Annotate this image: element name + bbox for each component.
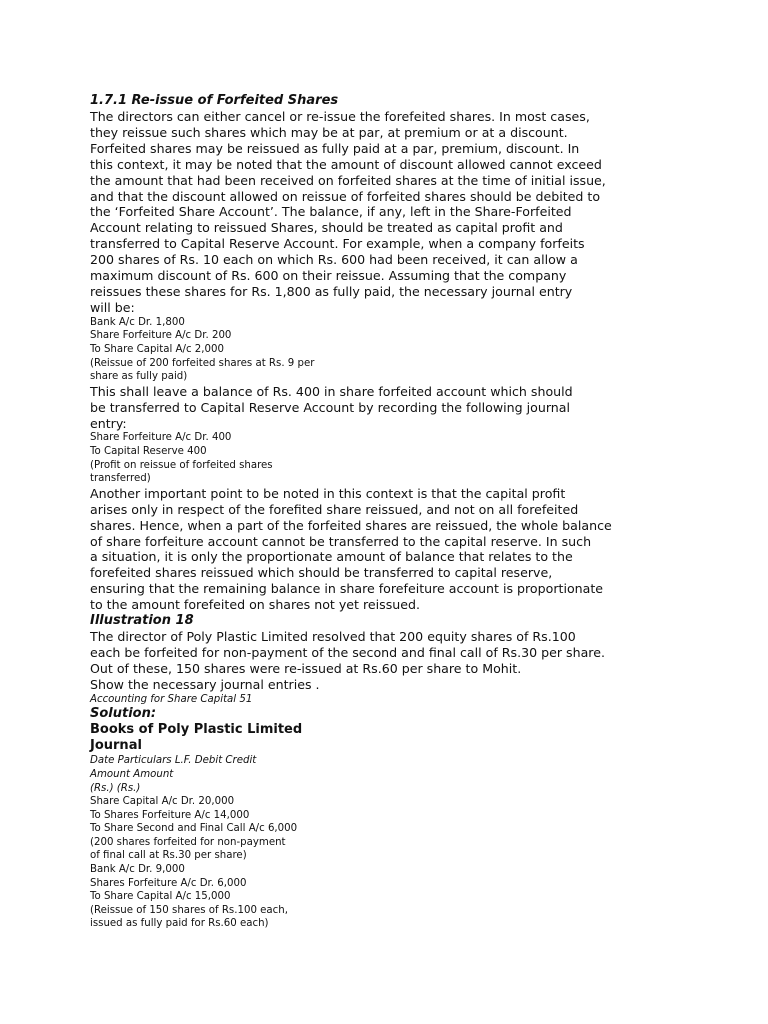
text-line: Show the necessary journal entries . — [90, 676, 320, 692]
journal-entry-reissue — [90, 316, 650, 384]
journal-title: Journal — [90, 738, 142, 754]
text-line: shares. Hence, when a part of the forfeited shares are reissued, the whole balance — [90, 517, 612, 533]
text-line: forefeited shares reissued which should be transferred to capital reserve, — [90, 565, 553, 581]
text-line: To Shares Forfeiture A/c 14,000 — [90, 809, 250, 821]
text-line: the amount that had been received on forfeited shares at the time of initial issue, — [90, 172, 606, 188]
text-line: To Share Second and Final Call A/c 6,000 — [90, 823, 298, 835]
text-line: issued as fully paid for Rs.60 each) — [90, 918, 269, 930]
text-line: To Share Capital A/c 15,000 — [90, 891, 231, 903]
text-line: Account relating to reissued Shares, should be treated as capital profit and — [90, 220, 563, 236]
paragraph-capital-profit — [90, 486, 650, 613]
text-line: each be forfeited for non-payment of the second and final call of Rs.30 per share. — [90, 645, 605, 660]
books-title: Books of Poly Plastic Limited — [90, 722, 303, 738]
text-line: reissues these shares for Rs. 1,800 as fully paid, the necessary journal entry — [90, 283, 573, 299]
text-line: to the amount forefeited on shares not yet reissued. — [90, 597, 420, 613]
text-line: be transferred to Capital Reserve Account by recording the following journal — [90, 399, 570, 415]
text-line: of final call at Rs.30 per share) — [90, 850, 247, 862]
journal-entries-illustration — [90, 795, 650, 931]
text-line: (Reissue of 200 forfeited shares at Rs. 9 per — [90, 357, 315, 369]
text-line: Share Capital A/c Dr. 20,000 — [90, 796, 235, 808]
text-line: ensuring that the remaining balance in share forefeiture account is proportionate — [90, 581, 604, 597]
text-line: maximum discount of Rs. 600 on their reissue. Assuming that the company — [90, 268, 567, 284]
text-line: Date Particulars L.F. Debit Credit — [90, 755, 257, 767]
text-line: Bank A/c Dr. 1,800 — [90, 316, 185, 328]
section-title: 1.7.1 Re-issue of Forfeited Shares — [90, 93, 339, 108]
text-line: a situation, it is only the proportionate amount of balance that relates to the — [90, 549, 573, 565]
text-line: To Share Capital A/c 2,000 — [90, 343, 224, 355]
illustration-title: Illustration 18 — [90, 613, 194, 629]
paragraph-illustration — [90, 629, 650, 693]
text-line: Amount Amount — [90, 768, 174, 780]
text-line: the ‘Forfeited Share Account’. The balance, if any, left in the Share-Forfeited — [90, 204, 572, 220]
text-line: To Capital Reserve 400 — [90, 446, 207, 458]
text-line: Another important point to be noted in this context is that the capital profit — [90, 485, 566, 501]
text-line: share as fully paid) — [90, 371, 188, 383]
paragraph-reissue-intro — [90, 109, 650, 316]
text-line: this context, it may be noted that the amount of discount allowed cannot exceed — [90, 156, 602, 172]
solution-title: Solution: — [90, 706, 157, 722]
text-line: of share forfeiture account cannot be transferred to the capital reserve. In such — [90, 533, 592, 549]
page-footer: Accounting for Share Capital 51 — [90, 693, 253, 705]
text-line: 200 shares of Rs. 10 each on which Rs. 600 had been received, it can allow a — [90, 252, 578, 268]
text-line: (Profit on reissue of forfeited shares — [90, 459, 273, 471]
text-line: they reissue such shares which may be at par, at premium or at a discount. — [90, 124, 568, 140]
text-line: arises only in respect of the forefited share reissued, and not on all forefeited — [90, 501, 579, 517]
paragraph-balance-transfer — [90, 384, 650, 432]
text-line: (200 shares forfeited for non-payment — [90, 836, 286, 848]
text-line: Out of these, 150 shares were re-issued at Rs.60 per share to Mohit. — [90, 660, 522, 676]
text-line: Share Forfeiture A/c Dr. 200 — [90, 330, 232, 342]
text-line: The director of Poly Plastic Limited resolved that 200 equity shares of Rs.100 — [90, 629, 576, 645]
document-page — [90, 93, 650, 931]
journal-entry-capital-reserve — [90, 431, 650, 485]
journal-table-header — [90, 754, 650, 795]
text-line: Forfeited shares may be reissued as fully paid at a par, premium, discount. In — [90, 140, 580, 156]
text-line: and that the discount allowed on reissue of forfeited shares should be debited to — [90, 188, 601, 204]
text-line: Bank A/c Dr. 9,000 — [90, 864, 185, 876]
text-line: (Reissue of 150 shares of Rs.100 each, — [90, 904, 288, 916]
text-line: entry: — [90, 415, 127, 431]
text-line: transferred) — [90, 473, 151, 485]
text-line: Share Forfeiture A/c Dr. 400 — [90, 432, 232, 444]
text-line: transferred to Capital Reserve Account. For example, when a company forfeits — [90, 236, 585, 252]
text-line: (Rs.) (Rs.) — [90, 782, 141, 794]
text-line: The directors can either cancel or re-issue the forefeited shares. In most cases, — [90, 109, 590, 124]
text-line: will be: — [90, 299, 135, 315]
text-line: Shares Forfeiture A/c Dr. 6,000 — [90, 877, 247, 889]
text-line: This shall leave a balance of Rs. 400 in share forfeited account which should — [90, 383, 573, 399]
